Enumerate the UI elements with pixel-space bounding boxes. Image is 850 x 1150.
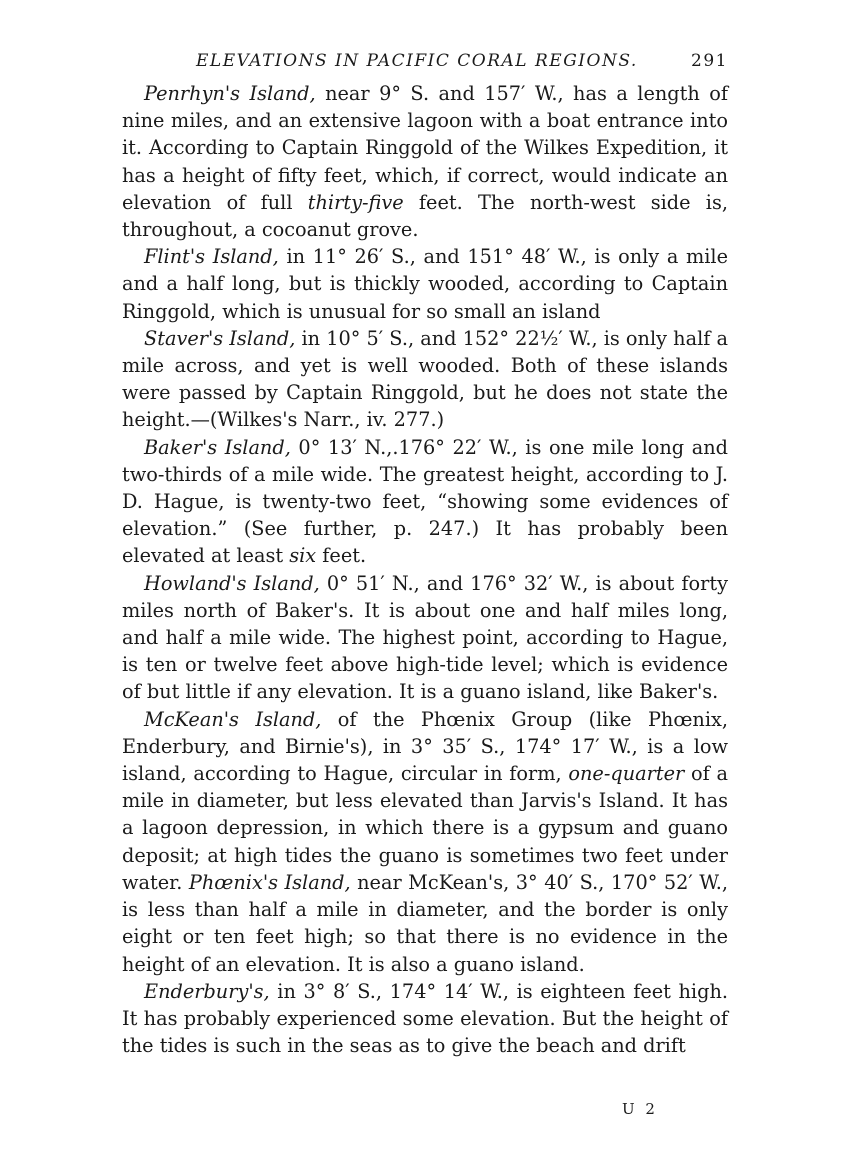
island-name: Enderbury's, bbox=[144, 979, 270, 1003]
body-text bbox=[122, 80, 728, 1059]
paragraph-enderbury bbox=[122, 978, 728, 1060]
paragraph-text: in 11° 26′ S., and 151° 48′ W., is only a mile and a half long, but is thickly wooded, according to Captain Ringgold, which is unusual for so small an island bbox=[122, 245, 729, 323]
island-name: Staver's Island, bbox=[144, 326, 296, 350]
page bbox=[122, 46, 728, 1059]
emphasis: six bbox=[289, 544, 317, 568]
paragraph-howland bbox=[122, 570, 728, 706]
running-head bbox=[122, 46, 728, 80]
island-name: Penrhyn's Island, bbox=[144, 82, 316, 105]
island-name: Baker's Island, bbox=[144, 435, 291, 459]
paragraph-text: 0° 51′ N., and 176° 32′ W., is about forty miles north of Baker's. It is about one and half miles long, and half a mile wide. The highest point, according to Hague, is ten or twelve feet above high-tide level; which is evidence of but little if any elevation. It is a guano island, like Baker's. bbox=[122, 571, 728, 704]
paragraph-baker bbox=[122, 434, 728, 570]
paragraph-staver bbox=[122, 325, 728, 434]
paragraph-text: near 9° S. and 157′ W., has a length of nine miles, and an extensive lagoon with a boat entrance into it. According to Captain Ringgold of the Wilkes Expedition, it has a height of fifty feet, which, if correct, would indicate an elevation of full bbox=[122, 82, 728, 214]
paragraph-text: near McKean's, 3° 40′ S., 170° 52′ W., is less than half a mile in diameter, and the border is only eight or ten feet high; so that there is no evidence in the height of an elevation. It is also a guano island. bbox=[122, 870, 729, 976]
island-name: Phœnix's Island, bbox=[188, 870, 351, 894]
paragraph-text: 0° 13′ N.,.176° 22′ W., is one mile long and two-thirds of a mile wide. The greatest height, according to J. D. Hague, is twenty-two feet, “showing some evidences of elevation.” (See further, p. 247.) It has probably been elevated at least bbox=[122, 435, 728, 568]
emphasis: one-quarter bbox=[568, 762, 685, 786]
island-name: McKean's Island, bbox=[144, 707, 322, 731]
paragraph-mckean bbox=[122, 706, 728, 978]
island-name: Howland's Island, bbox=[144, 571, 320, 595]
island-name: Flint's Island, bbox=[144, 245, 279, 269]
emphasis: thirty-five bbox=[307, 190, 404, 214]
signature-mark: U 2 bbox=[622, 1100, 658, 1118]
page-number: 291 bbox=[691, 51, 728, 71]
running-title: ELEVATIONS IN PACIFIC CORAL REGIONS. bbox=[196, 51, 638, 71]
paragraph-text: in 10° 5′ S., and 152° 22½′ W., is only half a mile across, and yet is well wooded. Both of these islands were passed by Captain Ringgold, but he does not state the height.—(Wilkes's Narr., iv. 277.) bbox=[122, 326, 728, 432]
paragraph-text: of the Phœnix Group (like Phœnix, Enderbury, and Birnie's), in 3° 35′ S., 174° 17′ W., is a low island, according to Hague, circular in form, bbox=[122, 707, 728, 786]
paragraph-text: of a mile in diameter, but less elevated than Jarvis's Island. It has a lagoon depression, in which there is a gypsum and guano deposit; at high tides the guano is sometimes two feet under water. bbox=[122, 762, 729, 894]
paragraph-text: feet. The north-west side is, throughout, a cocoanut grove. bbox=[122, 190, 728, 242]
paragraph-text: in 3° 8′ S., 174° 14′ W., is eighteen feet high. It has probably experienced some elevation. But the height of the tides is such in the seas as to give the beach and drift bbox=[122, 979, 728, 1058]
paragraph-flint bbox=[122, 243, 728, 325]
paragraph-penrhyn bbox=[122, 80, 728, 243]
paragraph-text: feet. bbox=[316, 544, 367, 568]
